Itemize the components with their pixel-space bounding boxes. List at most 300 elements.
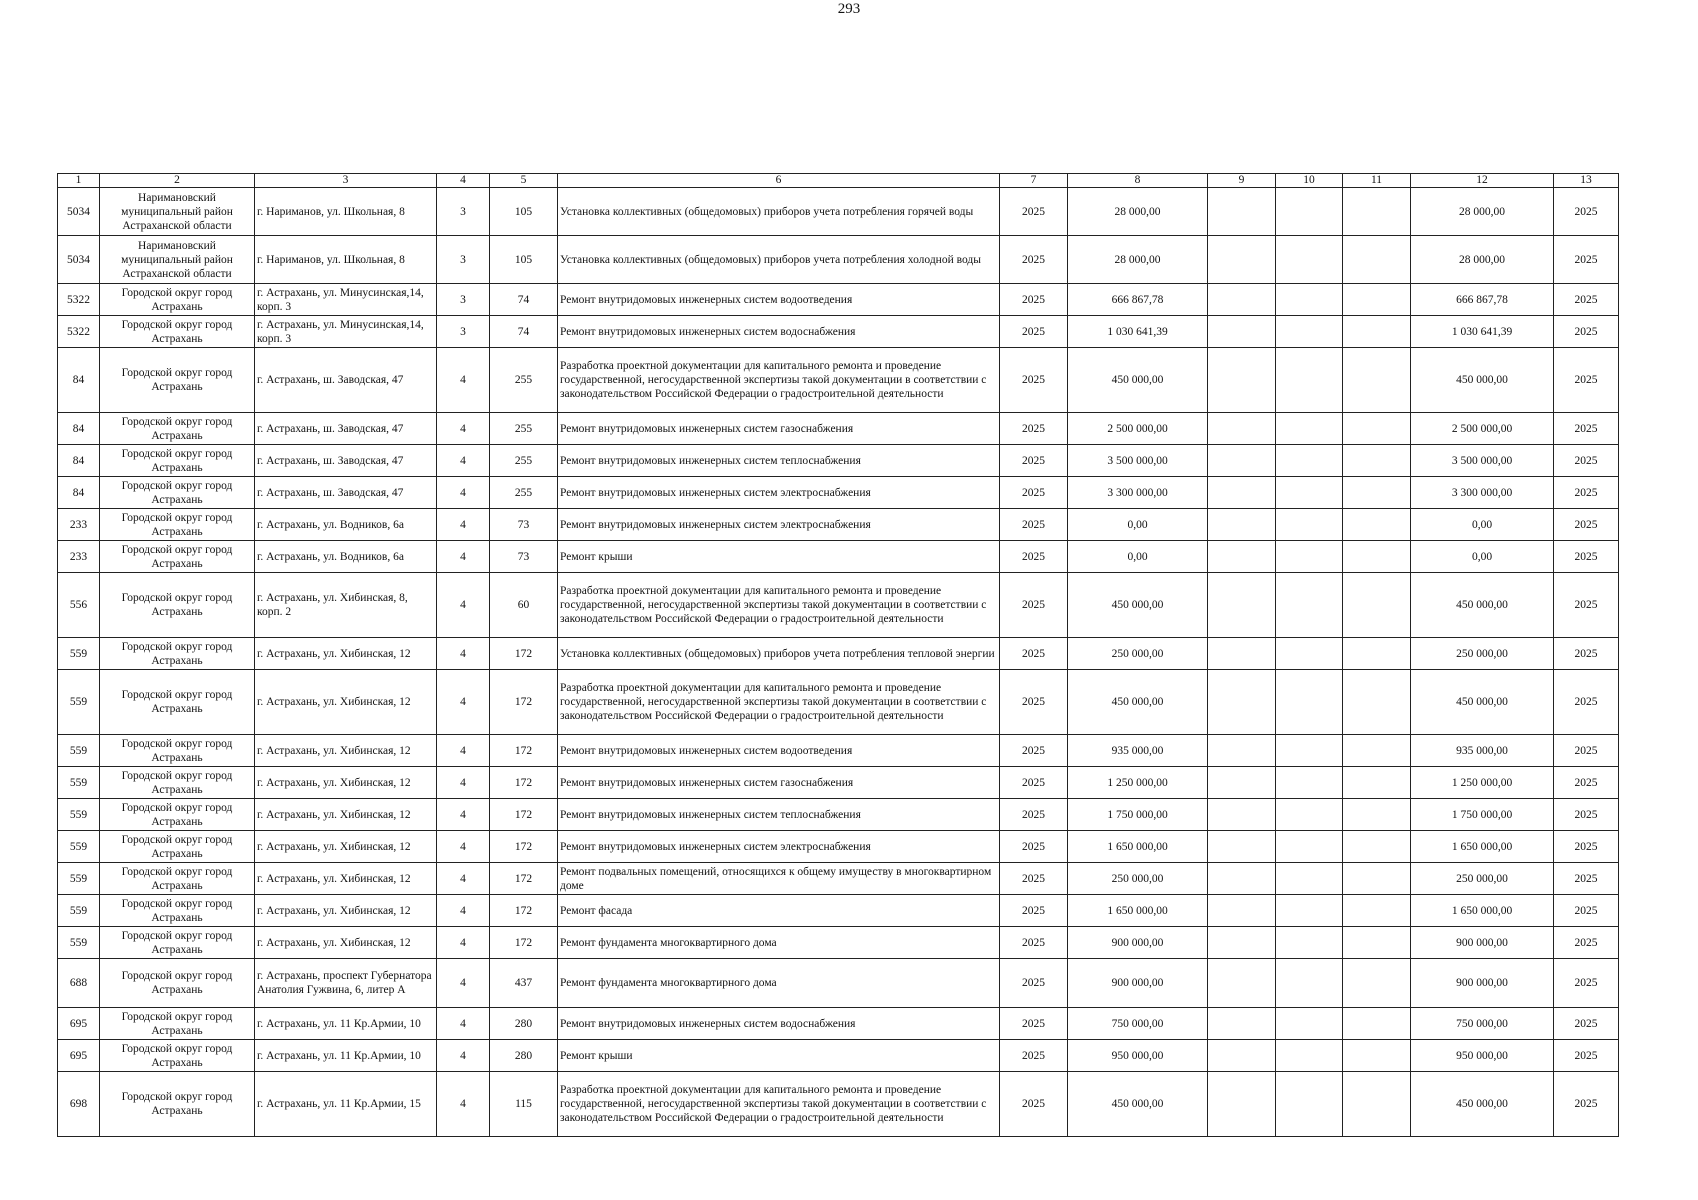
year-cell: 2025 xyxy=(1000,477,1068,509)
work-type-cell: Установка коллективных (общедомовых) приборов учета потребления холодной воды xyxy=(558,236,1000,284)
owner-funds-cell: 3 300 000,00 xyxy=(1411,477,1554,509)
owner-funds-cell: 0,00 xyxy=(1411,541,1554,573)
address-cell: г. Астрахань, ул. Минусинская,14, корп. 3 xyxy=(255,316,437,348)
group-cell: 4 xyxy=(437,831,490,863)
year-cell: 2025 xyxy=(1000,445,1068,477)
group-cell: 4 xyxy=(437,895,490,927)
owner-funds-cell: 2 500 000,00 xyxy=(1411,413,1554,445)
total-cost-cell: 1 030 641,39 xyxy=(1068,316,1208,348)
end-year-cell: 2025 xyxy=(1554,1072,1619,1137)
source-9-cell xyxy=(1208,959,1276,1008)
source-9-cell xyxy=(1208,927,1276,959)
municipality-cell: Городской округ город Астрахань xyxy=(100,959,255,1008)
source-10-cell xyxy=(1276,1040,1343,1072)
source-9-cell xyxy=(1208,316,1276,348)
column-header: 6 xyxy=(558,174,1000,188)
source-9-cell xyxy=(1208,188,1276,236)
municipality-cell: Городской округ город Астрахань xyxy=(100,799,255,831)
owner-funds-cell: 0,00 xyxy=(1411,509,1554,541)
group-cell: 4 xyxy=(437,638,490,670)
count-cell: 437 xyxy=(490,959,558,1008)
address-cell: г. Астрахань, ул. Хибинская, 12 xyxy=(255,670,437,735)
owner-funds-cell: 935 000,00 xyxy=(1411,735,1554,767)
owner-funds-cell: 1 650 000,00 xyxy=(1411,895,1554,927)
source-10-cell xyxy=(1276,1008,1343,1040)
municipality-cell: Городской округ город Астрахань xyxy=(100,573,255,638)
work-type-cell: Ремонт внутридомовых инженерных систем водоотведения xyxy=(558,284,1000,316)
work-type-cell: Ремонт внутридомовых инженерных систем газоснабжения xyxy=(558,413,1000,445)
source-11-cell xyxy=(1343,348,1411,413)
house-id-cell: 695 xyxy=(58,1008,100,1040)
year-cell: 2025 xyxy=(1000,895,1068,927)
year-cell: 2025 xyxy=(1000,236,1068,284)
source-11-cell xyxy=(1343,638,1411,670)
municipality-cell: Городской округ город Астрахань xyxy=(100,831,255,863)
work-type-cell: Ремонт крыши xyxy=(558,1040,1000,1072)
address-cell: г. Астрахань, ул. Хибинская, 12 xyxy=(255,927,437,959)
address-cell: г. Астрахань, ш. Заводская, 47 xyxy=(255,348,437,413)
house-id-cell: 233 xyxy=(58,509,100,541)
group-cell: 4 xyxy=(437,670,490,735)
year-cell: 2025 xyxy=(1000,284,1068,316)
address-cell: г. Астрахань, ш. Заводская, 47 xyxy=(255,413,437,445)
total-cost-cell: 28 000,00 xyxy=(1068,188,1208,236)
owner-funds-cell: 450 000,00 xyxy=(1411,1072,1554,1137)
address-cell: г. Астрахань, ул. Минусинская,14, корп. 3 xyxy=(255,284,437,316)
source-10-cell xyxy=(1276,445,1343,477)
group-cell: 4 xyxy=(437,1040,490,1072)
end-year-cell: 2025 xyxy=(1554,863,1619,895)
year-cell: 2025 xyxy=(1000,316,1068,348)
total-cost-cell: 1 650 000,00 xyxy=(1068,831,1208,863)
count-cell: 280 xyxy=(490,1040,558,1072)
address-cell: г. Астрахань, ул. Хибинская, 12 xyxy=(255,799,437,831)
total-cost-cell: 3 500 000,00 xyxy=(1068,445,1208,477)
work-type-cell: Ремонт внутридомовых инженерных систем водоотведения xyxy=(558,735,1000,767)
column-header: 10 xyxy=(1276,174,1343,188)
column-number-header-row xyxy=(58,174,1619,188)
owner-funds-cell: 1 030 641,39 xyxy=(1411,316,1554,348)
address-cell: г. Нариманов, ул. Школьная, 8 xyxy=(255,188,437,236)
group-cell: 4 xyxy=(437,735,490,767)
source-11-cell xyxy=(1343,413,1411,445)
column-header: 4 xyxy=(437,174,490,188)
owner-funds-cell: 1 750 000,00 xyxy=(1411,799,1554,831)
source-11-cell xyxy=(1343,799,1411,831)
source-10-cell xyxy=(1276,799,1343,831)
table-row xyxy=(58,477,1619,509)
work-type-cell: Ремонт внутридомовых инженерных систем электроснабжения xyxy=(558,831,1000,863)
municipality-cell: Городской округ город Астрахань xyxy=(100,477,255,509)
end-year-cell: 2025 xyxy=(1554,831,1619,863)
owner-funds-cell: 250 000,00 xyxy=(1411,863,1554,895)
source-9-cell xyxy=(1208,767,1276,799)
owner-funds-cell: 450 000,00 xyxy=(1411,348,1554,413)
source-10-cell xyxy=(1276,638,1343,670)
table-row xyxy=(58,1072,1619,1137)
house-id-cell: 559 xyxy=(58,670,100,735)
count-cell: 74 xyxy=(490,316,558,348)
owner-funds-cell: 666 867,78 xyxy=(1411,284,1554,316)
municipality-cell: Городской округ город Астрахань xyxy=(100,638,255,670)
group-cell: 3 xyxy=(437,236,490,284)
source-10-cell xyxy=(1276,927,1343,959)
address-cell: г. Астрахань, ул. 11 Кр.Армии, 10 xyxy=(255,1040,437,1072)
source-11-cell xyxy=(1343,895,1411,927)
source-9-cell xyxy=(1208,477,1276,509)
total-cost-cell: 666 867,78 xyxy=(1068,284,1208,316)
address-cell: г. Астрахань, ул. 11 Кр.Армии, 10 xyxy=(255,1008,437,1040)
municipality-cell: Городской округ город Астрахань xyxy=(100,1008,255,1040)
work-type-cell: Ремонт внутридомовых инженерных систем электроснабжения xyxy=(558,509,1000,541)
table-row xyxy=(58,316,1619,348)
house-id-cell: 84 xyxy=(58,477,100,509)
source-11-cell xyxy=(1343,735,1411,767)
total-cost-cell: 450 000,00 xyxy=(1068,670,1208,735)
end-year-cell: 2025 xyxy=(1554,799,1619,831)
table-row xyxy=(58,284,1619,316)
source-9-cell xyxy=(1208,348,1276,413)
total-cost-cell: 950 000,00 xyxy=(1068,1040,1208,1072)
source-11-cell xyxy=(1343,541,1411,573)
municipality-cell: Наримановский муниципальный район Астраханской области xyxy=(100,236,255,284)
total-cost-cell: 450 000,00 xyxy=(1068,348,1208,413)
work-type-cell: Разработка проектной документации для капитального ремонта и проведение государственной, негосударственной экспертизы такой документации в соответствии с законодательством Российской Федерации о градостроительной деятельности xyxy=(558,1072,1000,1137)
table-body xyxy=(58,188,1619,1137)
owner-funds-cell: 28 000,00 xyxy=(1411,236,1554,284)
source-9-cell xyxy=(1208,863,1276,895)
owner-funds-cell: 250 000,00 xyxy=(1411,638,1554,670)
year-cell: 2025 xyxy=(1000,541,1068,573)
end-year-cell: 2025 xyxy=(1554,477,1619,509)
house-id-cell: 559 xyxy=(58,767,100,799)
source-9-cell xyxy=(1208,445,1276,477)
house-id-cell: 5034 xyxy=(58,236,100,284)
group-cell: 4 xyxy=(437,445,490,477)
end-year-cell: 2025 xyxy=(1554,670,1619,735)
end-year-cell: 2025 xyxy=(1554,445,1619,477)
source-9-cell xyxy=(1208,541,1276,573)
address-cell: г. Астрахань, проспект Губернатора Анатолия Гужвина, 6, литер А xyxy=(255,959,437,1008)
address-cell: г. Астрахань, ул. Хибинская, 12 xyxy=(255,895,437,927)
municipality-cell: Городской округ город Астрахань xyxy=(100,735,255,767)
group-cell: 4 xyxy=(437,863,490,895)
source-9-cell xyxy=(1208,573,1276,638)
source-9-cell xyxy=(1208,670,1276,735)
house-id-cell: 559 xyxy=(58,735,100,767)
table-row xyxy=(58,959,1619,1008)
municipality-cell: Городской округ город Астрахань xyxy=(100,670,255,735)
count-cell: 172 xyxy=(490,895,558,927)
table-row xyxy=(58,348,1619,413)
table-row xyxy=(58,863,1619,895)
source-9-cell xyxy=(1208,509,1276,541)
house-id-cell: 559 xyxy=(58,638,100,670)
work-type-cell: Ремонт внутридомовых инженерных систем теплоснабжения xyxy=(558,445,1000,477)
end-year-cell: 2025 xyxy=(1554,236,1619,284)
source-10-cell xyxy=(1276,767,1343,799)
end-year-cell: 2025 xyxy=(1554,638,1619,670)
source-10-cell xyxy=(1276,413,1343,445)
year-cell: 2025 xyxy=(1000,831,1068,863)
end-year-cell: 2025 xyxy=(1554,1040,1619,1072)
group-cell: 4 xyxy=(437,927,490,959)
total-cost-cell: 3 300 000,00 xyxy=(1068,477,1208,509)
count-cell: 172 xyxy=(490,799,558,831)
municipality-cell: Городской округ город Астрахань xyxy=(100,445,255,477)
work-type-cell: Установка коллективных (общедомовых) приборов учета потребления горячей воды xyxy=(558,188,1000,236)
count-cell: 255 xyxy=(490,477,558,509)
end-year-cell: 2025 xyxy=(1554,959,1619,1008)
address-cell: г. Астрахань, ш. Заводская, 47 xyxy=(255,477,437,509)
source-10-cell xyxy=(1276,348,1343,413)
source-10-cell xyxy=(1276,236,1343,284)
house-id-cell: 5322 xyxy=(58,316,100,348)
house-id-cell: 84 xyxy=(58,445,100,477)
municipality-cell: Городской округ город Астрахань xyxy=(100,509,255,541)
source-11-cell xyxy=(1343,1072,1411,1137)
municipality-cell: Городской округ город Астрахань xyxy=(100,895,255,927)
source-10-cell xyxy=(1276,959,1343,1008)
total-cost-cell: 450 000,00 xyxy=(1068,1072,1208,1137)
group-cell: 4 xyxy=(437,767,490,799)
end-year-cell: 2025 xyxy=(1554,895,1619,927)
house-id-cell: 233 xyxy=(58,541,100,573)
column-header: 9 xyxy=(1208,174,1276,188)
total-cost-cell: 250 000,00 xyxy=(1068,863,1208,895)
year-cell: 2025 xyxy=(1000,670,1068,735)
source-9-cell xyxy=(1208,831,1276,863)
year-cell: 2025 xyxy=(1000,927,1068,959)
owner-funds-cell: 450 000,00 xyxy=(1411,573,1554,638)
address-cell: г. Астрахань, ул. Хибинская, 12 xyxy=(255,863,437,895)
column-header: 8 xyxy=(1068,174,1208,188)
work-type-cell: Ремонт фундамента многоквартирного дома xyxy=(558,959,1000,1008)
municipality-cell: Городской округ город Астрахань xyxy=(100,1072,255,1137)
work-type-cell: Разработка проектной документации для капитального ремонта и проведение государственной, негосударственной экспертизы такой документации в соответствии с законодательством Российской Федерации о градостроительной деятельности xyxy=(558,670,1000,735)
year-cell: 2025 xyxy=(1000,1040,1068,1072)
address-cell: г. Астрахань, ул. Хибинская, 12 xyxy=(255,767,437,799)
year-cell: 2025 xyxy=(1000,799,1068,831)
table-row xyxy=(58,735,1619,767)
end-year-cell: 2025 xyxy=(1554,509,1619,541)
year-cell: 2025 xyxy=(1000,1008,1068,1040)
source-11-cell xyxy=(1343,284,1411,316)
work-type-cell: Установка коллективных (общедомовых) приборов учета потребления тепловой энергии xyxy=(558,638,1000,670)
owner-funds-cell: 900 000,00 xyxy=(1411,927,1554,959)
source-9-cell xyxy=(1208,236,1276,284)
source-11-cell xyxy=(1343,316,1411,348)
source-10-cell xyxy=(1276,895,1343,927)
count-cell: 255 xyxy=(490,413,558,445)
municipality-cell: Городской округ город Астрахань xyxy=(100,927,255,959)
year-cell: 2025 xyxy=(1000,573,1068,638)
year-cell: 2025 xyxy=(1000,509,1068,541)
source-10-cell xyxy=(1276,188,1343,236)
end-year-cell: 2025 xyxy=(1554,188,1619,236)
group-cell: 4 xyxy=(437,477,490,509)
count-cell: 172 xyxy=(490,638,558,670)
work-type-cell: Ремонт подвальных помещений, относящихся к общему имуществу в многоквартирном доме xyxy=(558,863,1000,895)
total-cost-cell: 900 000,00 xyxy=(1068,927,1208,959)
group-cell: 4 xyxy=(437,1008,490,1040)
source-9-cell xyxy=(1208,638,1276,670)
house-id-cell: 84 xyxy=(58,413,100,445)
address-cell: г. Астрахань, ул. Хибинская, 12 xyxy=(255,735,437,767)
total-cost-cell: 0,00 xyxy=(1068,541,1208,573)
column-header: 5 xyxy=(490,174,558,188)
year-cell: 2025 xyxy=(1000,638,1068,670)
group-cell: 4 xyxy=(437,573,490,638)
end-year-cell: 2025 xyxy=(1554,767,1619,799)
house-id-cell: 559 xyxy=(58,895,100,927)
count-cell: 73 xyxy=(490,541,558,573)
count-cell: 255 xyxy=(490,445,558,477)
count-cell: 73 xyxy=(490,509,558,541)
house-id-cell: 698 xyxy=(58,1072,100,1137)
municipality-cell: Городской округ город Астрахань xyxy=(100,348,255,413)
group-cell: 3 xyxy=(437,316,490,348)
year-cell: 2025 xyxy=(1000,348,1068,413)
source-9-cell xyxy=(1208,895,1276,927)
total-cost-cell: 1 650 000,00 xyxy=(1068,895,1208,927)
end-year-cell: 2025 xyxy=(1554,1008,1619,1040)
table-row xyxy=(58,573,1619,638)
table-row xyxy=(58,638,1619,670)
year-cell: 2025 xyxy=(1000,188,1068,236)
source-11-cell xyxy=(1343,959,1411,1008)
source-9-cell xyxy=(1208,1072,1276,1137)
municipality-cell: Городской округ город Астрахань xyxy=(100,541,255,573)
address-cell: г. Астрахань, ул. Водников, 6а xyxy=(255,509,437,541)
owner-funds-cell: 28 000,00 xyxy=(1411,188,1554,236)
total-cost-cell: 2 500 000,00 xyxy=(1068,413,1208,445)
house-id-cell: 559 xyxy=(58,927,100,959)
source-9-cell xyxy=(1208,413,1276,445)
end-year-cell: 2025 xyxy=(1554,735,1619,767)
municipality-cell: Наримановский муниципальный район Астраханской области xyxy=(100,188,255,236)
total-cost-cell: 1 250 000,00 xyxy=(1068,767,1208,799)
source-10-cell xyxy=(1276,541,1343,573)
work-type-cell: Ремонт крыши xyxy=(558,541,1000,573)
table-row xyxy=(58,895,1619,927)
source-11-cell xyxy=(1343,188,1411,236)
source-11-cell xyxy=(1343,445,1411,477)
source-11-cell xyxy=(1343,927,1411,959)
column-header: 3 xyxy=(255,174,437,188)
count-cell: 74 xyxy=(490,284,558,316)
group-cell: 4 xyxy=(437,1072,490,1137)
municipality-cell: Городской округ город Астрахань xyxy=(100,1040,255,1072)
year-cell: 2025 xyxy=(1000,735,1068,767)
group-cell: 4 xyxy=(437,541,490,573)
year-cell: 2025 xyxy=(1000,1072,1068,1137)
source-11-cell xyxy=(1343,1040,1411,1072)
house-id-cell: 556 xyxy=(58,573,100,638)
source-11-cell xyxy=(1343,670,1411,735)
address-cell: г. Астрахань, ш. Заводская, 47 xyxy=(255,445,437,477)
count-cell: 105 xyxy=(490,188,558,236)
address-cell: г. Астрахань, ул. Хибинская, 8, корп. 2 xyxy=(255,573,437,638)
source-11-cell xyxy=(1343,477,1411,509)
group-cell: 4 xyxy=(437,509,490,541)
year-cell: 2025 xyxy=(1000,767,1068,799)
column-header: 11 xyxy=(1343,174,1411,188)
table-row xyxy=(58,188,1619,236)
source-10-cell xyxy=(1276,670,1343,735)
count-cell: 172 xyxy=(490,863,558,895)
source-10-cell xyxy=(1276,316,1343,348)
table-row xyxy=(58,1040,1619,1072)
table-row xyxy=(58,927,1619,959)
source-11-cell xyxy=(1343,767,1411,799)
source-10-cell xyxy=(1276,477,1343,509)
address-cell: г. Нариманов, ул. Школьная, 8 xyxy=(255,236,437,284)
house-id-cell: 559 xyxy=(58,863,100,895)
column-header: 2 xyxy=(100,174,255,188)
owner-funds-cell: 1 650 000,00 xyxy=(1411,831,1554,863)
source-9-cell xyxy=(1208,284,1276,316)
table-row xyxy=(58,236,1619,284)
source-10-cell xyxy=(1276,1072,1343,1137)
end-year-cell: 2025 xyxy=(1554,284,1619,316)
group-cell: 4 xyxy=(437,799,490,831)
municipality-cell: Городской округ город Астрахань xyxy=(100,767,255,799)
municipality-cell: Городской округ город Астрахань xyxy=(100,863,255,895)
owner-funds-cell: 3 500 000,00 xyxy=(1411,445,1554,477)
total-cost-cell: 0,00 xyxy=(1068,509,1208,541)
house-id-cell: 559 xyxy=(58,799,100,831)
year-cell: 2025 xyxy=(1000,413,1068,445)
repair-program-table xyxy=(57,173,1619,1137)
total-cost-cell: 935 000,00 xyxy=(1068,735,1208,767)
table-row xyxy=(58,670,1619,735)
house-id-cell: 5034 xyxy=(58,188,100,236)
work-type-cell: Ремонт внутридомовых инженерных систем электроснабжения xyxy=(558,477,1000,509)
municipality-cell: Городской округ город Астрахань xyxy=(100,284,255,316)
total-cost-cell: 450 000,00 xyxy=(1068,573,1208,638)
work-type-cell: Ремонт внутридомовых инженерных систем водоснабжения xyxy=(558,1008,1000,1040)
work-type-cell: Ремонт фундамента многоквартирного дома xyxy=(558,927,1000,959)
count-cell: 172 xyxy=(490,927,558,959)
owner-funds-cell: 450 000,00 xyxy=(1411,670,1554,735)
end-year-cell: 2025 xyxy=(1554,316,1619,348)
count-cell: 105 xyxy=(490,236,558,284)
owner-funds-cell: 950 000,00 xyxy=(1411,1040,1554,1072)
table-row xyxy=(58,541,1619,573)
source-10-cell xyxy=(1276,735,1343,767)
source-10-cell xyxy=(1276,863,1343,895)
work-type-cell: Ремонт внутридомовых инженерных систем водоснабжения xyxy=(558,316,1000,348)
owner-funds-cell: 750 000,00 xyxy=(1411,1008,1554,1040)
count-cell: 280 xyxy=(490,1008,558,1040)
group-cell: 4 xyxy=(437,348,490,413)
work-type-cell: Разработка проектной документации для капитального ремонта и проведение государственной, негосударственной экспертизы такой документации в соответствии с законодательством Российской Федерации о градостроительной деятельности xyxy=(558,348,1000,413)
municipality-cell: Городской округ город Астрахань xyxy=(100,413,255,445)
count-cell: 172 xyxy=(490,670,558,735)
work-type-cell: Ремонт фасада xyxy=(558,895,1000,927)
end-year-cell: 2025 xyxy=(1554,573,1619,638)
table-row xyxy=(58,831,1619,863)
year-cell: 2025 xyxy=(1000,959,1068,1008)
address-cell: г. Астрахань, ул. Хибинская, 12 xyxy=(255,831,437,863)
count-cell: 60 xyxy=(490,573,558,638)
source-11-cell xyxy=(1343,509,1411,541)
count-cell: 172 xyxy=(490,831,558,863)
total-cost-cell: 250 000,00 xyxy=(1068,638,1208,670)
owner-funds-cell: 1 250 000,00 xyxy=(1411,767,1554,799)
source-11-cell xyxy=(1343,573,1411,638)
